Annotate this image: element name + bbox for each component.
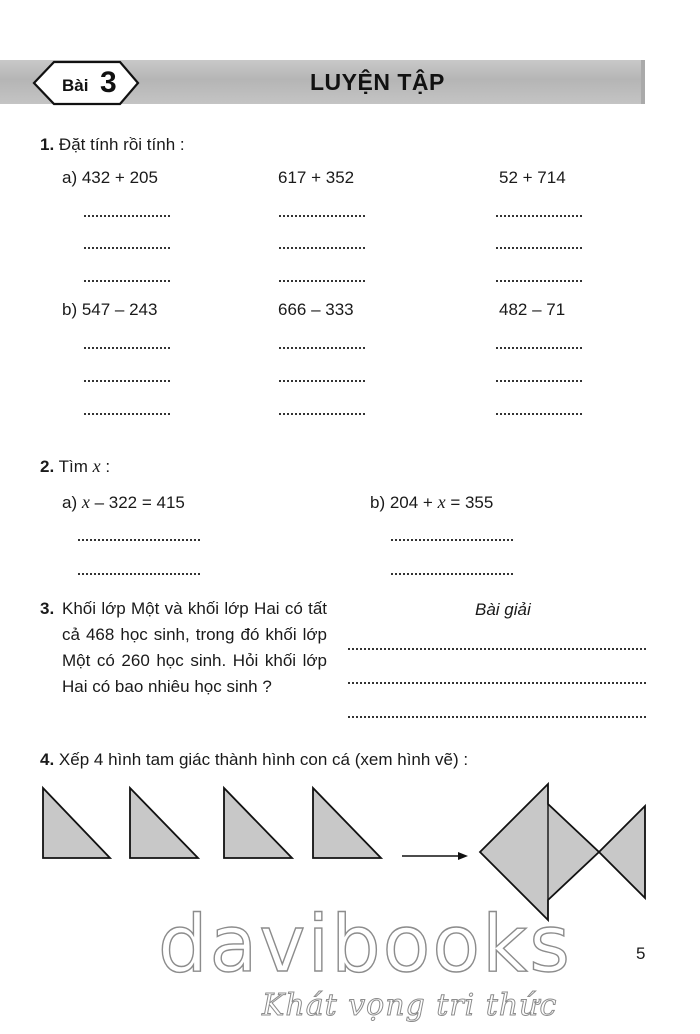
q1-heading [40, 134, 185, 156]
q1-a-expr-1: a) 432 + 205 [62, 168, 158, 187]
answer-line[interactable] [84, 380, 170, 382]
answer-line[interactable] [84, 215, 170, 217]
page-title: LUYỆN TẬP [310, 69, 445, 95]
q2-a-equation [62, 491, 185, 514]
q2-a-variable: x [81, 492, 90, 512]
q3-number-text: 3. [40, 599, 55, 618]
answer-line[interactable] [279, 247, 365, 249]
answer-line[interactable] [78, 539, 200, 541]
arrow-head [458, 852, 468, 860]
page-number: 5 [636, 944, 646, 963]
answer-line[interactable] [279, 280, 365, 282]
solution-line[interactable] [348, 716, 646, 718]
solution-line[interactable] [348, 682, 646, 684]
q3-text: Khối lớp Một và khối lớp Hai có tất cả 468 học sinh, trong đó khối lớp Một có 260 học sinh. Hỏi khối lớp Hai có bao nhiêu học sinh ? [62, 599, 327, 696]
answer-line[interactable] [496, 247, 582, 249]
answer-line[interactable] [279, 413, 365, 415]
q2-b-suffix: = 355 [450, 493, 494, 512]
q4-heading [40, 749, 468, 771]
fish-tail [599, 806, 645, 898]
lesson-word: Bài [62, 76, 89, 95]
triangle-1 [43, 788, 110, 858]
answer-line[interactable] [496, 347, 582, 349]
answer-line[interactable] [279, 380, 365, 382]
answer-line[interactable] [84, 413, 170, 415]
answer-line[interactable] [496, 413, 582, 415]
q1-number: 1. [40, 135, 55, 154]
answer-line[interactable] [391, 539, 513, 541]
answer-line[interactable] [391, 573, 513, 575]
answer-line[interactable] [279, 215, 365, 217]
q2-b-prefix: b) 204 + [370, 493, 433, 512]
q4-prompt: Xếp 4 hình tam giác thành hình con cá (xem hình vẽ) : [58, 750, 469, 769]
watermark-slogan: Khát vọng tri thức [262, 988, 558, 1023]
q2-number: 2. [40, 457, 55, 476]
triangle-2 [130, 788, 198, 858]
q1-b-expr-3: 482 – 71 [499, 300, 566, 319]
q2-b-equation [370, 491, 493, 514]
q2-variable: x [92, 456, 101, 476]
answer-line[interactable] [84, 280, 170, 282]
answer-line[interactable] [84, 247, 170, 249]
q2-colon: : [105, 457, 111, 476]
q4-number: 4. [40, 750, 55, 769]
watermark-brand: davibooks [158, 900, 572, 990]
triangle-4 [313, 788, 381, 858]
lesson-badge [32, 58, 142, 108]
q1-b-expr-1: b) 547 – 243 [62, 300, 158, 319]
q1-prompt: Đặt tính rồi tính : [58, 135, 185, 154]
q1-b-expr-2: 666 – 333 [278, 300, 354, 319]
answer-line[interactable] [78, 573, 200, 575]
solution-label: Bài giải [475, 600, 531, 619]
answer-line[interactable] [84, 347, 170, 349]
q2-heading [40, 455, 110, 478]
q2-a-suffix: – 322 = 415 [94, 493, 185, 512]
answer-line[interactable] [496, 280, 582, 282]
q1-a-expr-3: 52 + 714 [499, 168, 566, 187]
q3-number [40, 598, 54, 620]
triangle-3 [224, 788, 292, 858]
answer-line[interactable] [496, 215, 582, 217]
q2-prompt: Tìm [58, 457, 88, 476]
solution-line[interactable] [348, 648, 646, 650]
lesson-number: 3 [100, 66, 117, 99]
answer-line[interactable] [279, 347, 365, 349]
q2-b-variable: x [437, 492, 446, 512]
answer-line[interactable] [496, 380, 582, 382]
q2-a-prefix: a) [62, 493, 78, 512]
q1-a-expr-2: 617 + 352 [278, 168, 355, 187]
